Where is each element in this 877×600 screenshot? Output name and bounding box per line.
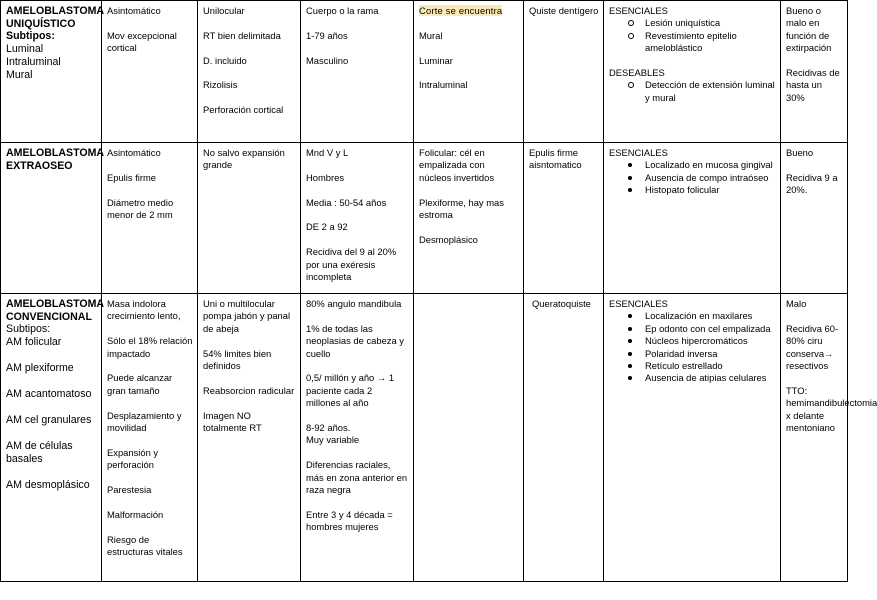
cell-line: Intraluminal <box>419 79 468 91</box>
subtype-item: Luminal <box>6 42 44 55</box>
cell-line: D. incluido <box>203 54 247 66</box>
subtype-item: AM cel granulares <box>6 414 92 427</box>
cell-line: Mnd V y L <box>306 147 349 158</box>
clinic-cell <box>102 1 198 143</box>
epidemiology-cell <box>301 1 414 143</box>
cell-line: Luminar <box>419 54 453 66</box>
cell-line: Muy variable <box>306 434 360 446</box>
prognosis-cell <box>781 294 877 582</box>
cell-line: Cuerpo o la rama <box>306 5 379 16</box>
entity-name-cell <box>1 143 102 294</box>
cell-line: Parestesia <box>107 484 152 496</box>
differential-cell <box>524 1 604 143</box>
cell-line: Asintomático <box>107 5 161 16</box>
cell-line: Diferencias raciales, más en zona anterior en raza negra <box>306 459 408 496</box>
cell-line: Mov excepcional cortical <box>107 29 177 54</box>
cell-line: Masa indolora crecimiento lento, <box>107 298 181 322</box>
cell-line: Malformación <box>107 508 164 520</box>
essential-label: ESENCIALES <box>609 5 668 16</box>
table-row <box>1 1 848 143</box>
essential-list <box>609 159 776 196</box>
cell-line: Imagen NO totalmente RT <box>203 409 262 434</box>
cell-line: Recidiva del 9 al 20% por una exéresis incompleta <box>306 246 397 282</box>
epidemiology-cell <box>301 143 414 294</box>
cell-line: Queratoquiste <box>532 298 591 309</box>
cell-line: Expansión y perforación <box>107 446 159 471</box>
list-item: Detección de extensión luminal y mural <box>609 79 776 104</box>
list-item: Retículo estrellado <box>609 360 776 372</box>
entity-title: AMELOBLASTOMA CONVENCIONAL <box>6 298 104 323</box>
cell-line: Reabsorcion radicular <box>203 384 295 396</box>
entity-name-cell <box>1 1 102 143</box>
cell-line: 54% limites bien definidos <box>203 347 272 372</box>
list-item: Histopato folicular <box>609 184 776 196</box>
list-item: Localizado en mucosa gingival <box>609 159 776 171</box>
cell-line: Bueno o malo en función de extirpación <box>786 5 832 54</box>
cell-line: Masculino <box>306 54 349 66</box>
cell-line: Bueno <box>786 147 814 158</box>
criteria-cell <box>604 143 781 294</box>
list-item: Lesión uniquística <box>609 17 776 29</box>
entity-name-cell <box>1 294 102 582</box>
cell-line: Plexiforme, hay mas estroma <box>419 196 504 221</box>
essential-list <box>609 17 776 54</box>
radiology-cell <box>198 1 301 143</box>
cell-line: Epulis firme aisntomatico <box>529 147 582 171</box>
essential-label: ESENCIALES <box>609 298 668 309</box>
table-row <box>1 143 848 294</box>
cell-line: Uni o multilocular pompa jabón y panal de abeja <box>203 298 291 334</box>
table-row <box>1 294 848 582</box>
clinic-cell <box>102 143 198 294</box>
histology-cell <box>414 143 524 294</box>
cell-line: 8-92 años. <box>306 422 351 434</box>
clinic-cell <box>102 294 198 582</box>
list-item: Ausencia de compo intraóseo <box>609 172 776 184</box>
cell-line: Asintomático <box>107 147 161 158</box>
entity-title: AMELOBLASTOMA UNIQUÍSTICO <box>6 5 104 30</box>
cell-line: Desmoplásico <box>419 233 478 245</box>
cell-line: Hombres <box>306 171 345 183</box>
histology-cell <box>414 294 524 582</box>
subtype-item: AM acantomatoso <box>6 388 92 401</box>
desirable-list <box>609 79 776 104</box>
criteria-cell <box>604 294 781 582</box>
cell-line: Sólo el 18% relación impactado <box>107 335 193 359</box>
list-item: Revestimiento epitelio ameloblástico <box>609 30 776 55</box>
cell-line: No salvo expansión grande <box>203 147 285 171</box>
highlighted-text: Corte se encuentra <box>419 5 503 16</box>
desirable-label: DESEABLES <box>609 67 665 79</box>
subtypes-label: Subtipos: <box>6 323 51 336</box>
differential-cell <box>524 294 604 582</box>
cell-line: DE 2 a 92 <box>306 221 348 233</box>
list-item: Ep odonto con cel empalizada <box>609 323 776 335</box>
radiology-cell <box>198 294 301 582</box>
cell-line: 1-79 años <box>306 29 348 41</box>
subtype-item: Intraluminal <box>6 55 61 68</box>
list-item: Polaridad inversa <box>609 348 776 360</box>
cell-line: Quiste dentígero <box>529 5 599 16</box>
essential-label: ESENCIALES <box>609 147 668 158</box>
cell-line: Rizolisis <box>203 79 238 91</box>
cell-line: Unilocular <box>203 5 245 16</box>
subtypes-label: Subtipos: <box>6 30 55 43</box>
subtype-item: AM plexiforme <box>6 362 74 375</box>
subtype-item: AM desmoplásico <box>6 479 90 492</box>
criteria-cell <box>604 1 781 143</box>
cell-line: 80% angulo mandibula <box>306 298 402 309</box>
cell-line: Diámetro medio menor de 2 mm <box>107 196 174 220</box>
histology-cell <box>414 1 524 143</box>
epidemiology-cell <box>301 294 414 582</box>
cell-line: 0,5/ millón y año → 1 paciente cada 2 millones al año <box>306 372 395 409</box>
cell-line: Mural <box>419 29 443 41</box>
subtype-item: AM de células basales <box>6 440 73 466</box>
cell-line: Media : 50-54 años <box>306 196 387 208</box>
cell-line: Entre 3 y 4 década = hombres mujeres <box>306 508 393 533</box>
cell-line: Riesgo de estructuras vitales <box>107 533 183 558</box>
prognosis-cell <box>781 143 848 294</box>
cell-line: Desplazamiento y movilidad <box>107 409 182 434</box>
essential-list <box>609 310 776 384</box>
cell-line: Malo <box>786 298 807 309</box>
cell-line: Recidivas de hasta un 30% <box>786 67 840 103</box>
list-item: Núcleos hipercromáticos <box>609 335 776 347</box>
cell-line: TTO: hemimandibulectomia x delante mentoniano <box>786 384 877 434</box>
cell-line: Epulis firme <box>107 171 156 183</box>
cell-line: Puede alcanzar gran tamaño <box>107 372 173 396</box>
cell-line: Folicular: cél en empalizada con núcleos invertidos <box>419 147 495 183</box>
cell-line: RT bien delimitada <box>203 29 281 41</box>
differential-cell <box>524 143 604 294</box>
cell-line: Recidiva 9 a 20%. <box>786 171 838 196</box>
subtype-item: AM folicular <box>6 336 62 349</box>
prognosis-cell <box>781 1 848 143</box>
cell-line: Recidiva 60-80% ciru conserva→ resectivos <box>786 322 839 372</box>
cell-line: 1% de todas las neoplasias de cabeza y cuello <box>306 322 404 359</box>
cell-line: Perforación cortical <box>203 104 284 116</box>
list-item: Ausencia de atipias celulares <box>609 372 776 384</box>
subtype-item: Mural <box>6 68 33 81</box>
radiology-cell <box>198 143 301 294</box>
list-item: Localización en maxilares <box>609 310 776 322</box>
entity-title: AMELOBLASTOMA EXTRAOSEO <box>6 147 104 172</box>
